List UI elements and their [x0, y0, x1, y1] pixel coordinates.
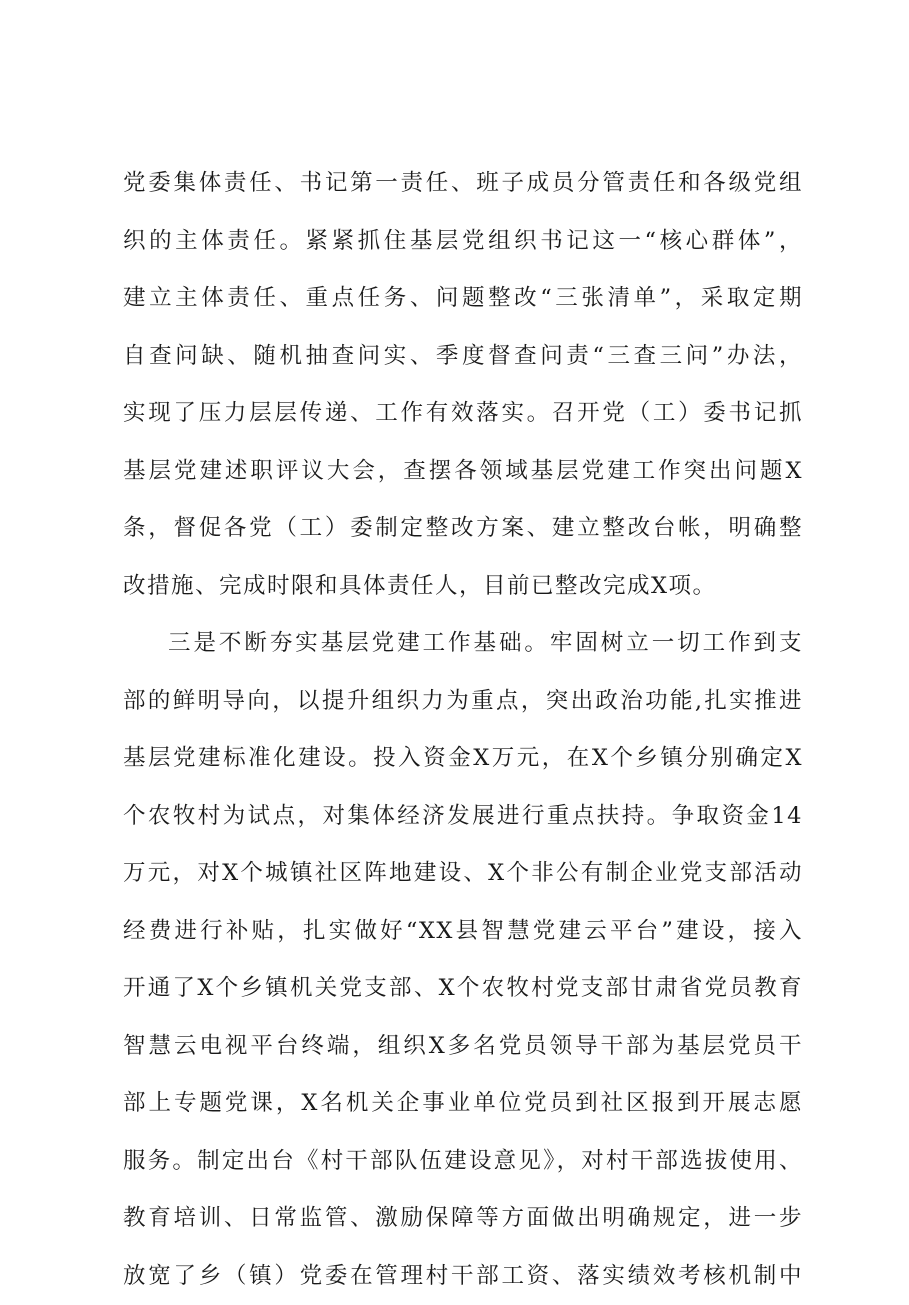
paragraph-line: 基层党建标准化建设。投入资金X万元，在X个乡镇分别确定X	[123, 730, 803, 788]
paragraph-line: 放宽了乡（镇）党委在管理村干部工资、落实绩效考核机制中	[123, 1248, 803, 1305]
paragraph-line: 三是不断夯实基层党建工作基础。牢固树立一切工作到支	[123, 615, 803, 673]
paragraph-line: 自查问缺、随机抽查问实、季度督查问责“三查三问”办法，	[123, 328, 803, 386]
paragraph-line: 织的主体责任。紧紧抓住基层党组织书记这一“核心群体”，	[123, 213, 803, 271]
document-body	[123, 155, 803, 1305]
paragraph-line: 服务。制定出台《村干部队伍建设意见》，对村干部选拔使用、	[123, 1133, 803, 1191]
paragraph-line: 个农牧村为试点，对集体经济发展进行重点扶持。争取资金14	[123, 788, 803, 846]
paragraph-line: 智慧云电视平台终端，组织X多名党员领导干部为基层党员干	[123, 1018, 803, 1076]
paragraph-line: 党委集体责任、书记第一责任、班子成员分管责任和各级党组	[123, 155, 803, 213]
paragraph-line: 教育培训、日常监管、激励保障等方面做出明确规定，进一步	[123, 1190, 803, 1248]
paragraph-line: 建立主体责任、重点任务、问题整改“三张清单”，采取定期	[123, 270, 803, 328]
paragraph-line: 万元，对X个城镇社区阵地建设、X个非公有制企业党支部活动	[123, 845, 803, 903]
paragraph-line: 实现了压力层层传递、工作有效落实。召开党（工）委书记抓	[123, 385, 803, 443]
paragraph-line: 基层党建述职评议大会，查摆各领域基层党建工作突出问题X	[123, 443, 803, 501]
paragraph-line: 改措施、完成时限和具体责任人，目前已整改完成X项。	[123, 558, 803, 616]
paragraph-line: 条，督促各党（工）委制定整改方案、建立整改台帐，明确整	[123, 500, 803, 558]
paragraph-2	[123, 615, 803, 1305]
paragraph-line: 部上专题党课，X名机关企事业单位党员到社区报到开展志愿	[123, 1075, 803, 1133]
paragraph-line: 部的鲜明导向，以提升组织力为重点，突出政治功能,扎实推进	[123, 673, 803, 731]
paragraph-line: 经费进行补贴，扎实做好“XX县智慧党建云平台”建设，接入	[123, 903, 803, 961]
paragraph-line: 开通了X个乡镇机关党支部、X个农牧村党支部甘肃省党员教育	[123, 960, 803, 1018]
paragraph-1	[123, 155, 803, 615]
